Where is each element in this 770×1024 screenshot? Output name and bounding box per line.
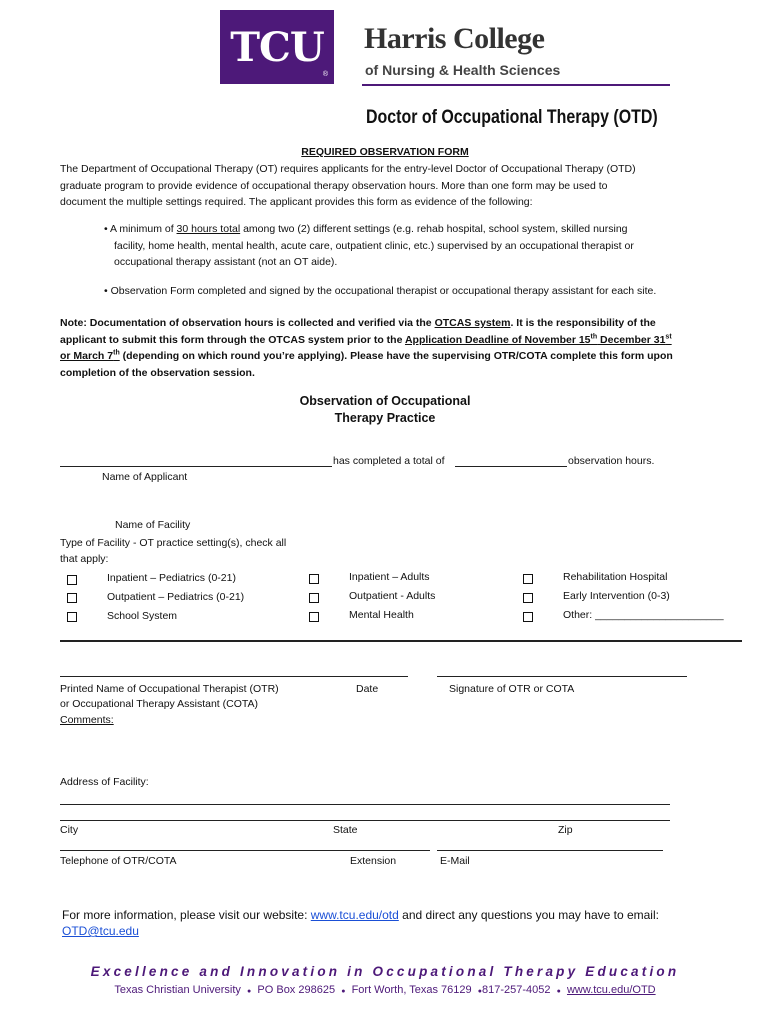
ordinal-suffix: st xyxy=(665,333,672,340)
observation-hours-text: observation hours. xyxy=(568,455,655,467)
deadline-date: December 31 xyxy=(597,333,666,346)
option-label: Inpatient – Pediatrics (0-21) xyxy=(107,572,236,584)
city-state: Fort Worth, Texas 76129 xyxy=(351,984,472,996)
checkbox-school-system[interactable] xyxy=(67,612,77,622)
note-text: applicant to submit this form through the OTCAS system prior to the xyxy=(60,333,405,346)
checkbox-early-intervention[interactable] xyxy=(523,593,533,603)
note-text: . It is the responsibility of the xyxy=(510,317,656,329)
document-title: Doctor of Occupational Therapy (OTD) xyxy=(366,107,658,128)
intro-line: document the multiple settings required. The applicant provides this form as evidence of the following: xyxy=(60,196,533,208)
zip-label: Zip xyxy=(558,824,573,836)
facility-type-label: that apply: xyxy=(60,553,109,565)
info-text: For more information, please visit our website: xyxy=(62,908,311,922)
tcu-logo xyxy=(220,10,334,84)
bullet-separator: ● xyxy=(477,988,482,995)
option-label: Early Intervention (0-3) xyxy=(563,590,670,602)
checkbox-mental-health[interactable] xyxy=(309,612,319,622)
checkbox-rehabilitation-hospital[interactable] xyxy=(523,574,533,584)
state-label: State xyxy=(333,824,358,836)
checkbox-other[interactable] xyxy=(523,612,533,622)
email-label: E-Mail xyxy=(440,855,470,867)
footer-info xyxy=(62,907,659,939)
option-label: Outpatient - Adults xyxy=(349,590,436,602)
section-title-line: Therapy Practice xyxy=(334,411,436,425)
email-field[interactable] xyxy=(437,850,663,851)
phone-number: 817-257-4052 xyxy=(481,984,551,996)
applicant-name-field[interactable] xyxy=(60,466,332,467)
option-label: Outpatient – Pediatrics (0-21) xyxy=(107,591,245,603)
bullet-text: occupational therapy assistant (not an OT aide). xyxy=(114,256,338,268)
hours-field[interactable] xyxy=(455,466,567,467)
form-heading: REQUIRED OBSERVATION FORM xyxy=(301,146,469,158)
checkbox-outpatient-adults[interactable] xyxy=(309,593,319,603)
section-divider xyxy=(60,640,742,642)
deadline-date: Application Deadline of November 15 xyxy=(404,333,591,346)
logo-registered-mark: ® xyxy=(322,71,328,78)
section-title xyxy=(0,393,770,427)
note-text: Note: Documentation of observation hours is collected and verified via the xyxy=(60,317,435,329)
completed-text: has completed a total of xyxy=(333,455,445,467)
header-divider xyxy=(362,84,670,86)
logo-text: TCU xyxy=(230,24,324,71)
option-label: Rehabilitation Hospital xyxy=(563,571,668,583)
signature-label: Signature of OTR or COTA xyxy=(449,683,575,695)
otcas-link: OTCAS system xyxy=(434,317,511,329)
university-name: Texas Christian University xyxy=(114,984,241,996)
note-paragraph xyxy=(60,315,673,381)
ordinal-suffix: th xyxy=(590,333,598,340)
otd-website-link[interactable]: www.tcu.edu/OTD xyxy=(566,984,656,996)
note-text: (depending on which round you’re applying). Please have the supervising OTR/COTA complete this form upon xyxy=(119,350,673,362)
deadline-text xyxy=(60,350,120,362)
telephone-label: Telephone of OTR/COTA xyxy=(60,855,177,867)
date-label: Date xyxy=(356,683,379,695)
bullet-separator: ● xyxy=(247,988,252,995)
website-link[interactable]: www.tcu.edu/otd xyxy=(310,908,399,922)
option-other-label[interactable]: Other: ______________________ xyxy=(563,609,724,621)
telephone-field[interactable] xyxy=(60,850,430,851)
bullet-text: facility, home health, mental health, acute care, outpatient clinic, etc.) supervised by an occupational therapist or xyxy=(114,239,634,252)
option-label: School System xyxy=(107,610,178,622)
address-field[interactable] xyxy=(60,804,670,805)
bullet-hours xyxy=(104,221,634,271)
option-label: Mental Health xyxy=(349,609,414,621)
email-link[interactable]: OTD@tcu.edu xyxy=(62,924,139,938)
option-label: Inpatient – Adults xyxy=(349,571,430,583)
comments-label: Comments: xyxy=(60,714,114,726)
bullet-separator: ● xyxy=(556,988,561,995)
section-title-line: Observation of Occupational xyxy=(299,394,471,408)
po-box: PO Box 298625 xyxy=(257,984,336,996)
intro-line: graduate program to provide evidence of occupational therapy observation hours. More than one form may be used to xyxy=(60,179,608,192)
city-label: City xyxy=(60,824,79,836)
college-subtitle: of Nursing & Health Sciences xyxy=(365,62,561,78)
college-name: Harris College xyxy=(364,22,545,55)
address-field[interactable] xyxy=(60,820,670,821)
signature-field[interactable] xyxy=(437,676,687,677)
extension-label: Extension xyxy=(350,855,397,867)
hours-requirement: 30 hours total xyxy=(176,223,241,235)
facility-type-label: Type of Facility - OT practice setting(s), check all xyxy=(60,537,287,549)
university-address xyxy=(0,984,770,996)
checkbox-outpatient-pediatrics[interactable] xyxy=(67,593,77,603)
intro-line: The Department of Occupational Therapy (OT) requires applicants for the entry-level Doctor of Occupational Therapy (OTD) xyxy=(60,163,636,175)
ordinal-suffix: th xyxy=(113,349,120,357)
bullet-text: • A minimum of xyxy=(104,223,177,235)
bullet-separator: ● xyxy=(341,988,346,995)
applicant-name-label: Name of Applicant xyxy=(102,471,188,483)
checkbox-inpatient-pediatrics[interactable] xyxy=(67,575,77,585)
deadline-date: or March 7 xyxy=(60,350,114,362)
tagline: Excellence and Innovation in Occupational Therapy Education xyxy=(90,964,680,979)
printed-name-field[interactable] xyxy=(60,676,408,677)
facility-name-label: Name of Facility xyxy=(115,519,191,531)
info-text: and direct any questions you may have to email: xyxy=(398,908,659,922)
bullet-text: among two (2) different settings (e.g. rehab hospital, school system, skilled nursing xyxy=(240,223,628,235)
bullet-form: • Observation Form completed and signed by the occupational therapist or occupational therapy assistant for each site. xyxy=(104,285,657,297)
intro-paragraph xyxy=(60,161,636,211)
checkbox-inpatient-adults[interactable] xyxy=(309,574,319,584)
printed-name-label: Printed Name of Occupational Therapist (OTR) xyxy=(60,683,279,695)
printed-name-label: or Occupational Therapy Assistant (COTA) xyxy=(60,698,259,710)
note-text: completion of the observation session. xyxy=(60,366,255,379)
facility-address-label: Address of Facility: xyxy=(60,776,149,788)
deadline-text xyxy=(405,334,672,346)
